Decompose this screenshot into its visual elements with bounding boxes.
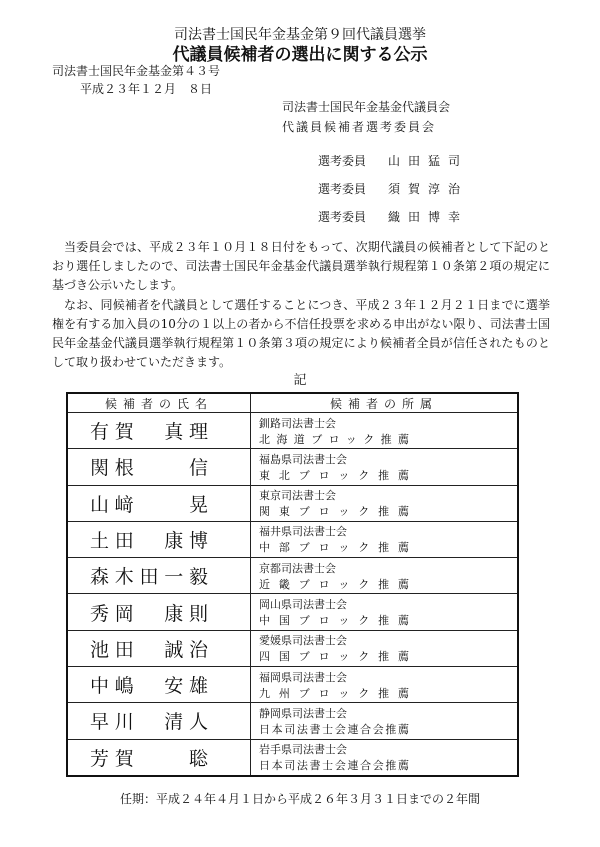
candidate-block: 関東ブロック推薦	[259, 505, 409, 519]
column-header-affiliation: 候補者の所属	[251, 393, 519, 413]
candidate-kai: 東京司法書士会	[259, 489, 336, 503]
table-row	[67, 413, 518, 449]
candidate-kai: 福岡県司法書士会	[259, 670, 347, 684]
candidate-affiliation-cell	[251, 558, 519, 594]
candidate-kai: 福井県司法書士会	[259, 525, 347, 539]
candidate-affiliation-cell	[251, 449, 519, 485]
candidate-kai: 静岡県司法書士会	[259, 706, 347, 720]
notice-subtitle: 司法書士国民年金基金第９回代議員選挙	[174, 27, 426, 43]
table-row	[67, 594, 518, 630]
candidate-name: 山﨑 晃	[90, 493, 208, 516]
candidate-table	[66, 392, 519, 777]
table-row	[67, 630, 518, 666]
candidate-name-cell	[67, 449, 251, 485]
candidate-kai: 岩手県司法書士会	[259, 743, 347, 757]
candidate-name-cell	[67, 739, 251, 776]
candidate-name: 関根 信	[90, 457, 208, 480]
member-name: 須賀淳治	[388, 182, 469, 196]
candidate-block: 四国ブロック推薦	[259, 650, 409, 664]
ki-heading: 記	[293, 373, 307, 388]
candidate-name: 土田 康博	[90, 529, 208, 552]
document-number: 司法書士国民年金基金第４３号	[52, 64, 221, 78]
table-row	[67, 521, 518, 557]
candidate-name-cell	[67, 666, 251, 702]
member-name: 山田猛司	[388, 154, 469, 168]
candidate-name: 有賀 真理	[90, 421, 208, 444]
candidate-affiliation-cell	[251, 485, 519, 521]
candidate-name: 中嶋 安雄	[90, 675, 208, 698]
candidate-name: 秀岡 康則	[90, 602, 208, 625]
committee-member	[318, 180, 468, 197]
table-row	[67, 703, 518, 739]
candidate-block: 東北ブロック推薦	[259, 468, 409, 482]
issuer-committee: 代議員候補者選考委員会	[282, 120, 437, 134]
candidate-kai: 京都司法書士会	[259, 561, 336, 575]
candidate-name: 池田 誠治	[90, 638, 208, 661]
candidate-name: 早川 清人	[90, 711, 208, 734]
candidate-name-cell	[67, 630, 251, 666]
candidate-affiliation-cell	[251, 703, 519, 739]
committee-member	[318, 152, 468, 169]
member-role: 選考委員	[318, 182, 367, 196]
document-date: 平成２３年１２月 ８日	[80, 82, 213, 96]
member-name: 織田博幸	[388, 210, 469, 224]
table-row	[67, 449, 518, 485]
candidate-affiliation-cell	[251, 521, 519, 557]
candidate-kai: 福島県司法書士会	[259, 452, 347, 466]
candidate-affiliation-cell	[251, 413, 519, 449]
table-row	[67, 485, 518, 521]
candidate-kai: 釧路司法書士会	[259, 416, 336, 430]
table-row	[67, 739, 518, 776]
candidate-name: 森木田一毅	[90, 566, 208, 589]
notice-paragraph-2: なお、同候補者を代議員として選任することにつき、平成２３年１２月２１日までに選挙権を有する加入員の10分の１以上の者から不信任投票を求める申出がない限り、司法書士国民年金基金代議員選挙執行規程第１０条第３項の規定により候補者全員が信任されたものとして取り扱わせていただきます。	[52, 298, 550, 369]
candidate-block: 九州ブロック推薦	[259, 686, 409, 700]
candidate-affiliation-cell	[251, 630, 519, 666]
candidate-block: 中国ブロック推薦	[259, 614, 409, 628]
candidate-name-cell	[67, 703, 251, 739]
candidate-block: 北海道ブロック推薦	[259, 432, 409, 446]
candidate-name-cell	[67, 413, 251, 449]
candidate-affiliation-cell	[251, 666, 519, 702]
candidate-kai: 愛媛県司法書士会	[259, 634, 347, 648]
issuer-organization: 司法書士国民年金基金代議員会	[282, 100, 451, 114]
term-of-office: 任期：平成２４年４月１日から平成２６年３月３１日までの２年間	[120, 792, 481, 806]
candidate-affiliation-cell	[251, 739, 519, 776]
candidate-name-cell	[67, 558, 251, 594]
candidate-kai: 岡山県司法書士会	[259, 598, 347, 612]
table-row	[67, 558, 518, 594]
member-role: 選考委員	[318, 154, 367, 168]
candidate-name: 芳賀 聡	[90, 747, 208, 770]
candidate-affiliation-cell	[251, 594, 519, 630]
candidate-name-cell	[67, 521, 251, 557]
candidate-block: 近畿ブロック推薦	[259, 577, 409, 591]
candidate-block: 日本司法書士会連合会推薦	[259, 722, 409, 736]
member-role: 選考委員	[318, 210, 367, 224]
table-row	[67, 666, 518, 702]
candidate-name-cell	[67, 594, 251, 630]
notice-title: 代議員候補者の選出に関する公示	[172, 45, 428, 65]
committee-member	[318, 208, 468, 225]
candidate-block: 中部ブロック推薦	[259, 541, 409, 555]
candidate-block: 日本司法書士会連合会推薦	[259, 759, 409, 773]
notice-paragraph-1: 当委員会では、平成２３年１０月１８日付をもって、次期代議員の候補者として下記のとおり選任しましたので、司法書士国民年金基金代議員選挙執行規程第１０条第２項の規定に基づき公示いたします。	[52, 240, 550, 292]
table-header-row	[67, 393, 518, 413]
candidate-name-cell	[67, 485, 251, 521]
column-header-name: 候補者の氏名	[67, 393, 251, 413]
